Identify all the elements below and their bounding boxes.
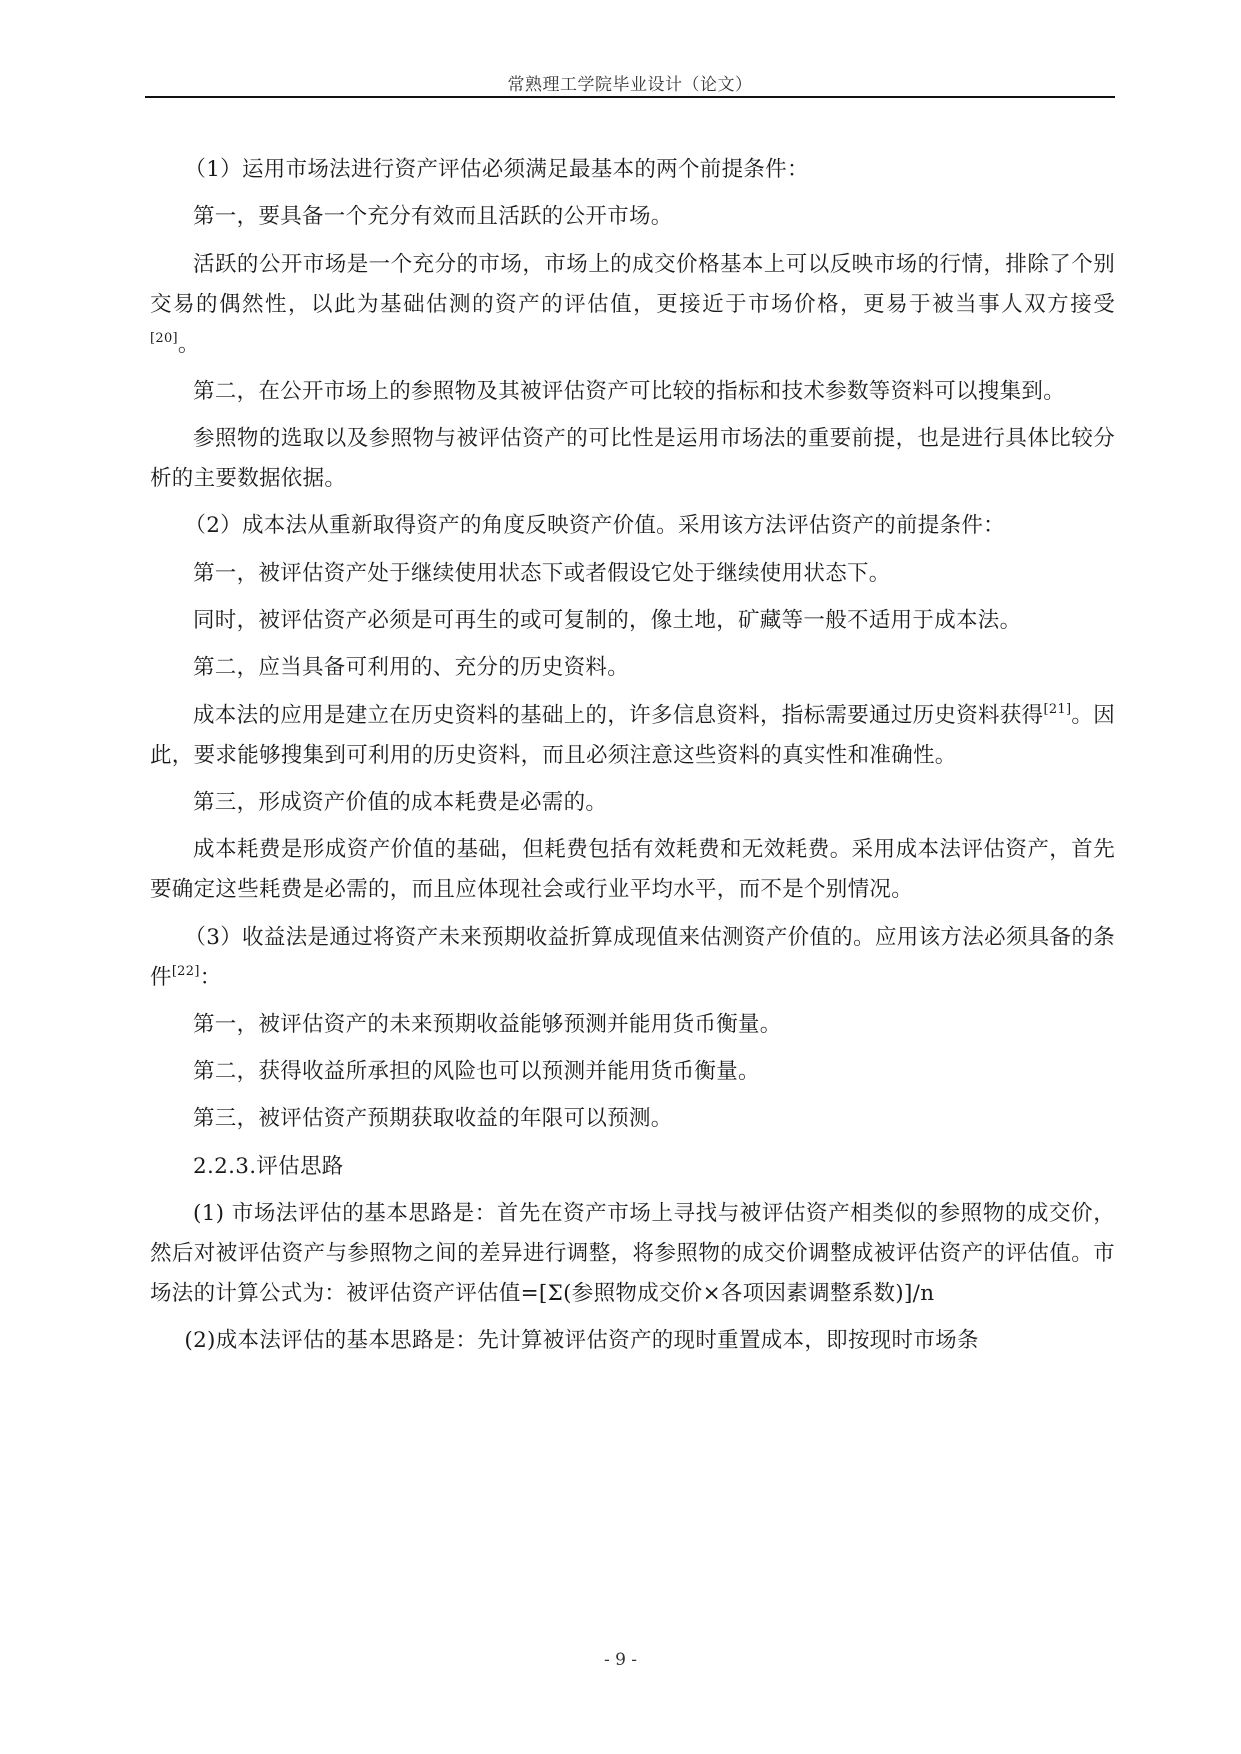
paragraph: 同时，被评估资产必须是可再生的或可复制的，像土地，矿藏等一般不适用于成本法。: [193, 608, 1022, 634]
paragraph: 第一，要具备一个充分有效而且活跃的公开市场。: [193, 204, 673, 230]
page-header-title: 常熟理工学院毕业设计（论文）: [507, 75, 753, 95]
paragraph: 第二，获得收益所承担的风险也可以预测并能用货币衡量。: [193, 1059, 760, 1085]
citation: [20]: [150, 330, 178, 346]
paragraph: 第一，被评估资产处于继续使用状态下或者假设它处于继续使用状态下。: [193, 560, 891, 586]
paragraph: 第三，被评估资产预期获取收益的年限可以预测。: [193, 1106, 673, 1132]
paragraph: （2）成本法从重新取得资产的角度反映资产价值。采用该方法评估资产的前提条件：: [184, 513, 1005, 539]
citation: [22]: [171, 963, 200, 979]
paragraph: (1) 市场法评估的基本思路是：首先在资产市场上寻找与被评估资产相类似的参照物的成交价，然后对被评估资产与参照物之间的差异进行调整，将参照物的成交价调整成被评估资产的评估值。市场法的计算公式为：被评估资产评估值=[Σ(参照物成交价×各项因素调整系数)]/n: [150, 1201, 1115, 1307]
page-number: - 9 -: [603, 1650, 638, 1670]
paragraph: （3）收益法是通过将资产未来预期收益折算成现值来估测资产价值的。应用该方法必须具备的条件[22]：: [150, 924, 1115, 990]
paragraph: （1）运用市场法进行资产评估必须满足最基本的两个前提条件：: [184, 157, 809, 182]
citation: [21]: [1043, 701, 1072, 717]
paragraph: 成本法的应用是建立在历史资料的基础上的，许多信息资料，指标需要通过历史资料获得[21]。因此，要求能够搜集到可利用的历史资料，而且必须注意这些资料的真实性和准确性。: [150, 701, 1115, 768]
paragraph: 参照物的选取以及参照物与被评估资产的可比性是运用市场法的重要前提，也是进行具体比较分析的主要数据依据。: [150, 426, 1115, 492]
paragraph: 第二，应当具备可利用的、充分的历史资料。: [193, 655, 630, 681]
header-rule: [145, 96, 1115, 98]
section-heading: 2.2.3.评估思路: [193, 1153, 344, 1179]
paragraph: 第一，被评估资产的未来预期收益能够预测并能用货币衡量。: [193, 1011, 782, 1037]
paragraph: 活跃的公开市场是一个充分的市场，市场上的成交价格基本上可以反映市场的行情，排除了个别交易的偶然性，以此为基础估测的资产的评估值，更接近于市场价格，更易于被当事人双方接受[20]。: [150, 251, 1115, 357]
paragraph: 成本耗费是形成资产价值的基础，但耗费包括有效耗费和无效耗费。采用成本法评估资产，首先要确定这些耗费是必需的，而且应体现社会或行业平均水平，而不是个别情况。: [150, 837, 1115, 903]
paragraph: 第二，在公开市场上的参照物及其被评估资产可比较的指标和技术参数等资料可以搜集到。: [193, 378, 1066, 404]
body-text: [150, 150, 1115, 1369]
paragraph: (2)成本法评估的基本思路是：先计算被评估资产的现时重置成本，即按现时市场条: [184, 1328, 979, 1354]
paragraph: 第三，形成资产价值的成本耗费是必需的。: [193, 789, 608, 815]
